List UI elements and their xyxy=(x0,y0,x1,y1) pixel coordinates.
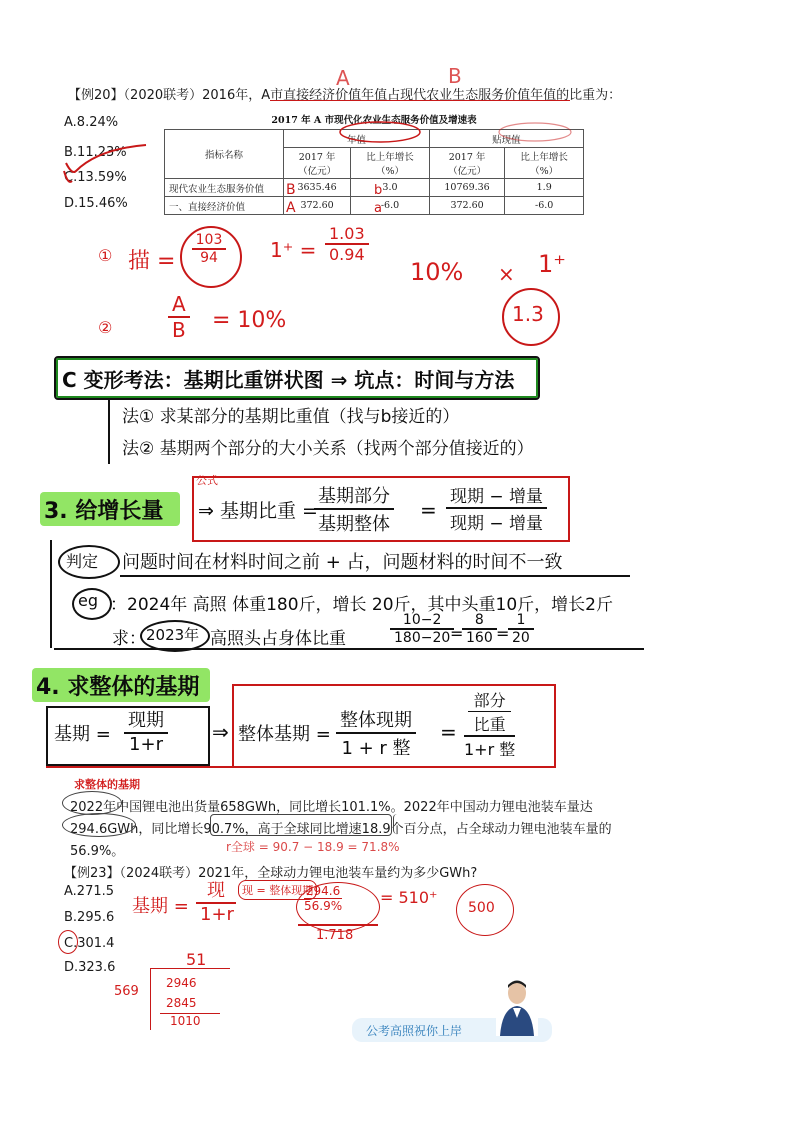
oval-2022 xyxy=(62,791,122,815)
circled-fraction-value xyxy=(188,232,230,266)
presenter-avatar xyxy=(496,978,538,1036)
div-bar xyxy=(150,968,230,969)
col-header-growth-a: 比上年增长 （%） xyxy=(351,148,430,179)
option-d-23: D.323.6 xyxy=(64,960,116,975)
one-plus: 1⁺ = xyxy=(270,238,317,262)
bracket-higher xyxy=(210,814,392,836)
formula-3-left: ⇒ 基期比重 = xyxy=(198,500,318,522)
ask-label: 求： xyxy=(112,629,146,649)
option-c-circle xyxy=(58,930,78,954)
ab-fraction xyxy=(168,292,190,342)
ratio-fraction xyxy=(325,224,369,264)
paragraph-line-2: 294.6GWh，同比增长90.7%，高于全球同比增速18.9个百分点，占全球动力锂电池装车量的 xyxy=(70,822,612,837)
section-3-title: 3. 给增长量 xyxy=(44,499,164,524)
calc-den: 180−20 xyxy=(394,630,451,646)
option-a-23: A.271.5 xyxy=(64,884,115,899)
cell: 3635.46 xyxy=(284,179,351,197)
calc-eq-1: = xyxy=(450,624,464,643)
mark-b: B xyxy=(448,64,462,88)
option-d: D.15.46% xyxy=(64,196,128,211)
ask-year: 2023年 xyxy=(146,626,200,644)
judge-text: 问题时间在材料时间之前 + 占，问题材料的时间不一致 xyxy=(122,552,563,573)
svg-text:b: b xyxy=(374,183,383,198)
calc-num2: 8 xyxy=(462,612,497,630)
col-header-2017-b: 2017 年 （亿元） xyxy=(429,148,505,179)
svg-text:B: B xyxy=(286,182,296,198)
step-1-number: ① xyxy=(98,246,113,265)
div-line-1: 2946 xyxy=(166,976,197,990)
cell: -6.0 xyxy=(351,197,430,215)
bracket-methods xyxy=(108,398,120,464)
div-line-2: 2845 xyxy=(166,996,197,1010)
formula-4-mid: 整体基期 = xyxy=(238,724,331,745)
formula-label: 公式 xyxy=(196,474,218,487)
calc-fraction-3 xyxy=(508,612,534,646)
group-header-discount: 贴现值 xyxy=(429,130,583,148)
header-underline xyxy=(270,100,570,101)
f4-part: 部分 xyxy=(468,688,511,712)
ab-num: A xyxy=(168,292,190,318)
option-c: C.13.59% xyxy=(64,170,127,185)
section-title: 求整体的基期 xyxy=(74,778,140,791)
div-divisor: 569 xyxy=(114,984,139,999)
f4-bz: 比重 xyxy=(473,715,506,734)
formula-3-fraction-2 xyxy=(446,482,547,534)
example-20-header: 【例20】（2020联考）2016年，A市直接经济价值年值占现代农业生态服务价值年值的比重为： xyxy=(68,88,622,103)
cell: 372.60 xyxy=(284,197,351,215)
calc-fraction-1 xyxy=(390,612,454,646)
eg-text: ：2024年 高照 体重180斤，增长 20斤，其中头重10斤，增长2斤 xyxy=(110,595,614,615)
table-annotations xyxy=(160,120,600,220)
work-num2: 294.6 xyxy=(305,884,341,898)
one-plus-2: 1⁺ xyxy=(538,250,566,278)
f4-num: 现期 xyxy=(124,706,168,734)
option-a: A.8.24% xyxy=(64,115,119,130)
div-quotient: 51 xyxy=(186,950,207,969)
svg-text:A: A xyxy=(286,200,296,216)
eg-bottom-line xyxy=(54,648,644,650)
mark-a: A xyxy=(336,66,350,90)
calc-fraction-2 xyxy=(462,612,497,646)
calc-num: 10−2 xyxy=(390,612,454,630)
ask-text: 高照头占身体比重 xyxy=(210,629,346,649)
judge-underline xyxy=(120,575,630,577)
step-2-number: ② xyxy=(98,318,113,337)
c-line-text: C 变形考法：基期比重饼状图 ⇒ 坑点：时间与方法 xyxy=(62,368,515,392)
check-mark xyxy=(58,135,158,195)
formula-4-arrow: ⇒ xyxy=(212,720,229,744)
circled-num: 103 xyxy=(192,232,227,250)
calc-num3: 1 xyxy=(508,612,534,630)
calc-den2: 160 xyxy=(466,630,493,646)
col-header-2017-a: 2017 年 （亿元） xyxy=(284,148,351,179)
red-divider xyxy=(46,766,550,768)
method-1: 法① 求某部分的基期比重值（找与b接近的） xyxy=(122,407,460,427)
formula-4-nested-fraction xyxy=(464,688,515,760)
footer-banner-text: 公考高照祝你上岸 xyxy=(366,1024,463,1038)
oval-294 xyxy=(62,813,136,837)
work-mid: 56.9% xyxy=(304,899,343,913)
f3-den2: 现期 − 增量 xyxy=(450,514,544,534)
f4-num2: 整体现期 xyxy=(336,706,416,734)
ab-den: B xyxy=(172,318,186,342)
paragraph-line-3: 56.9%。 xyxy=(70,844,125,859)
formula-3-fraction xyxy=(314,482,394,536)
judge-label: 判定 xyxy=(66,552,99,571)
f4-den2: 1 + r 整 xyxy=(341,738,411,759)
formula-3-eq: = xyxy=(420,498,437,522)
work-den2: 1.718 xyxy=(316,928,354,943)
work-frac-bar xyxy=(298,924,378,926)
ratio-den: 0.94 xyxy=(329,245,365,264)
col-header-growth-b: 比上年增长 （%） xyxy=(505,148,584,179)
cell: 10769.36 xyxy=(429,179,505,197)
formula-4-left-fraction xyxy=(124,706,168,755)
f3-den: 基期整体 xyxy=(318,514,390,535)
svg-text:a: a xyxy=(374,201,382,216)
cell: -6.0 xyxy=(505,197,584,215)
f3-num: 基期部分 xyxy=(314,482,394,510)
ratio-num: 1.03 xyxy=(325,224,369,245)
formula-4-fraction xyxy=(336,706,416,760)
times-sign: × xyxy=(498,262,515,286)
div-bracket xyxy=(150,968,151,1030)
ab-equals: = 10% xyxy=(212,308,287,333)
table-title: 2017 年 A 市现代化农业生态服务价值及增速表 xyxy=(271,115,477,126)
formula-4-eq: = xyxy=(440,720,457,744)
col-header-name: 指标名称 xyxy=(165,130,284,179)
method-2: 法② 基期两个部分的大小关系（找两个部分值接近的） xyxy=(122,439,534,459)
f4-den3: 1+r 整 xyxy=(464,740,516,759)
cell: 现代农业生态服务价值 xyxy=(165,179,284,197)
option-c-23: C.301.4 xyxy=(64,936,115,951)
work-label: 基期 = xyxy=(132,896,189,917)
circled-500-value: 500 xyxy=(468,900,495,916)
calc-eq-2: = xyxy=(496,624,510,643)
cell: 一、直接经济价值 xyxy=(165,197,284,215)
circled-den: 94 xyxy=(200,250,218,266)
cell: 372.60 xyxy=(429,197,505,215)
work-den: 1+r xyxy=(200,904,234,925)
result-value: 1.3 xyxy=(512,302,544,326)
ten-percent: 10% xyxy=(410,258,464,286)
work-fraction-2 xyxy=(304,884,342,913)
f3-num2: 现期 − 增量 xyxy=(446,482,547,509)
cell: 1.9 xyxy=(505,179,584,197)
work-fraction xyxy=(196,876,236,925)
group-header-annual: 年值 xyxy=(284,130,430,148)
cell: 3.0 xyxy=(351,179,430,197)
bracket-share xyxy=(393,814,534,834)
example-23-header: 【例23】（2024联考）2021年，全球动力锂电池装车量约为多少GWh? xyxy=(64,866,478,881)
formula-4-left: 基期 = xyxy=(54,724,111,745)
div-line-3: 1010 xyxy=(170,1014,201,1028)
work-approx: = 510⁺ xyxy=(380,888,438,907)
paragraph-line-1: 2022年中国锂电池出货量658GWh，同比增长101.1%。2022年中国动力锂电池装车量达 xyxy=(70,800,593,815)
f4-den: 1+r xyxy=(129,734,163,755)
section-4-title: 4. 求整体的基期 xyxy=(36,675,200,700)
eg-label: eg xyxy=(78,591,98,610)
option-b-23: B.295.6 xyxy=(64,910,115,925)
calc-den3: 20 xyxy=(512,630,530,646)
work-note: 现 = 整体现期 xyxy=(238,880,317,900)
option-b: B.11.23% xyxy=(64,145,127,160)
r-global-annotation: r全球 = 90.7 − 18.9 = 71.8% xyxy=(226,840,400,854)
step-1-label: 描 = xyxy=(128,249,176,274)
work-num: 现 xyxy=(196,876,236,904)
